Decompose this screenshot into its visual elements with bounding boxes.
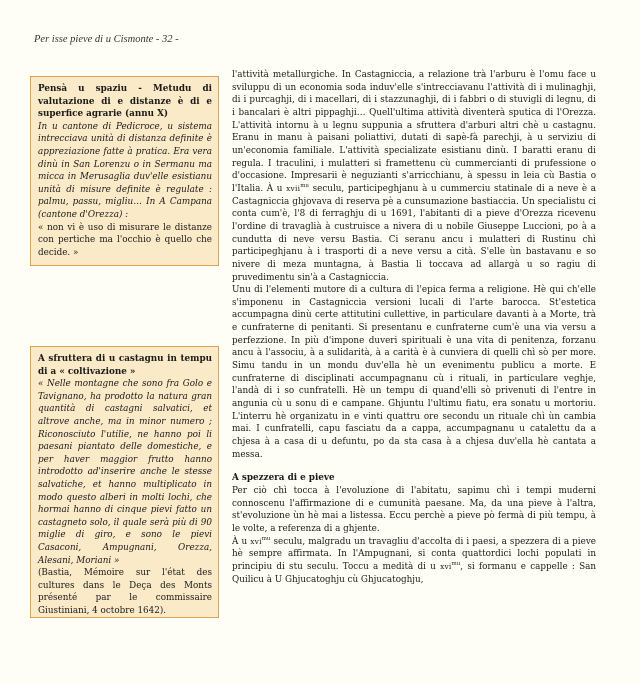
century-numeral: xvi	[440, 561, 452, 571]
text-run: seculu, malgradu un travagliu d'accolta di i paesi, a spezzera di a pieve hè sempre affirmata. In l'Ampugnani, si conta quattordici lochi populati in principiu di stu seculu. Toccu a medità di u	[232, 536, 596, 572]
box-quote: « non vi è uso di misurare le distanze con pertiche ma l'occhio è quello che decide. »	[38, 222, 212, 258]
box-title: A sfruttera di u castagnu in tempu di a « coltivazione »	[38, 354, 212, 377]
box-title: Pensà u spaziu - Metudu di valutazione di e distanze è di e superfice agrarie (annu X)	[38, 84, 212, 120]
box-source: (Bastia, Mémoire sur l'état des cultures dans le Deça des Monts présenté par le commissaire Giustiniani, 4 octobre 1642).	[38, 568, 212, 616]
text-run: À u	[232, 536, 248, 547]
text-run: , si formanu e cappelle : San Quilicu à U Ghjucatoghju cù Ghjucatoghju,	[232, 561, 597, 585]
century-numeral: xvi	[250, 536, 262, 546]
text-run: l'attività metallurgiche. In Castagniccia, a relazione trà l'arburu è l'omu face u sviluppu di un economia soda induv'elle s'intrecciavanu l'attività di i mulinaghji, di i purcaghji, di i macellari, di i stazzunaghji, di i fabbri o di stuvigli di legnu, di i bancalari è altri pippaghji… Quell'ultima attività diventerà sputica di l'Orezza. L'attività intornu à u legnu suppunia a sfruttera d'arburi altri chè u castagnu. Eranu in manu à paisani poliattivi, dutati di sapè-fà parechji, à u serviziu di un'economia familiale. L'attività specializate esistianu dinù. I baratti eranu di regula. I traculini, i mulatteri si framettenu cù cummercianti di prufessione o d'occasione. Impresarii è neguzianti s'arricchianu, à spessu in leia cù Bastia o l'Italia. À u	[232, 70, 596, 194]
text-run: seculu, participeghjanu à u cummerciu statinale di a neve è a Castagniccia ghjovava di reserva pè a cunsumazione bastiaccia. Un specialistu ci conta cum'è, l'8 di ferraghju di u 1691, l'abitanti di a pieve d'Orezza ricevenu l'ordine di travaglià à custruisce a nivera di u nobile Giuseppe Luccioni, po à a cundutta di neve versu Bastia. Ci seranu ancu i mulatteri di Rustinu chì participeghjanu à i trasporti di a neve versu a cità. S'elle ùn bastavanu e so nivere di meza muntagna, à Bastia li toccava ad allargà u so ragiu di pruvedimentu sin'à a Castagniccia.	[232, 183, 597, 283]
box-italic-quote: « Nelle montagne che sono fra Golo e Tavignano, ha prodotto la natura gran quantità di castagni salvatici, et altrove anche, ma in minor numero ; Riconosciuto l'utilie, ne hanno poi li paesani piantato delle domestiche, e per haver maggior frutto hanno introdotto ad'inserire anche le stesse salvatiche, et hanno multiplicato in modo questo alberi in molti lochi, che hormai hanno di cinque pievi fatto un castagneto solo, il quale serà più di 90 miglie di giro, e sono le pievi Casaconi, Ampugnani, Orezza, Alesani, Moriani »	[38, 379, 212, 566]
paragraph-pieve: Per ciò chì tocca à l'evoluzione di l'abitatu, sapimu chì i tempi muderni connoscenu l'affirmazione di e cumunità paesane. Ma, da una pieve à l'altra, st'evoluzione ùn hè mai a listessa. Eccu perchè a pieve pò fermà di più tempu, à le volte, a referenza di a ghjente.	[232, 486, 596, 534]
sidebar-box-space-measurement	[30, 76, 219, 266]
paragraph-economy	[232, 69, 596, 284]
ordinal-suffix: mu	[451, 561, 461, 568]
sidebar-box-chestnut	[30, 346, 219, 618]
box-italic-text: In u cantone di Pedicroce, u sistema intrecciava unità di distanza definite è appreziazione fatte à pratica. Era vera dinù in San Lorenzu o in Sermanu ma micca in Merusaglia duv'elle esistianu unità di misure definite è regulate : palmu, passu, migliu… In A Campana (cantone d'Orezza) :	[38, 121, 212, 220]
ordinal-suffix: mu	[261, 535, 271, 542]
ordinal-suffix: mu	[300, 182, 309, 189]
main-text-column	[232, 69, 596, 586]
section-heading: A spezzera di e pieve	[232, 473, 335, 484]
paragraph-religion: Unu di l'elementi mutore di a cultura di l'epica ferma a religione. Hè qui ch'elle s'imponenu in Castagniccia versioni lucali di l'arte barocca. St'estetica accumpagna dinù certe attitutini cullettive, in particulare davanti à a Morte, trà e cunfraterne di penitanti. Si presentanu e cunfraterne cum'è una via versu a perfezzione. In più d'impone duveri spirituali è una vita di penitenza, forzanu ancu à l'associu, à a sulidarità, à a carità è à cunviera di quelli chì sò per more. Simu tandu in un mondu duv'ella hè un evenimentu publicu a morte. E cunfraterne di disciplinati accumpagnanu cù i rituali, in particulare veghje, l'andà di i so cunfratelli. Hè un tempu di quand'elli sò privenuti di l'entre in angunia cù u sonu di e campane. Ghjuntu l'ultimu fiatu, era sonatu u mortoriu. L'interru hè organizatu in e vinti quattru ore secondu un rituale chì ùn cambia mai. I cunfratelli, capu fasciatu da a cappa, accumpagnanu u catalettu da a chjesa à a casa di u defuntu, po da sta casa à a chjesa duv'ella hè cantata a messa.	[232, 285, 596, 460]
paragraph-16th-century	[232, 536, 596, 587]
running-header: Per isse pieve di u Cismonte - 32 -	[34, 34, 179, 45]
century-numeral: xvii	[286, 183, 301, 193]
